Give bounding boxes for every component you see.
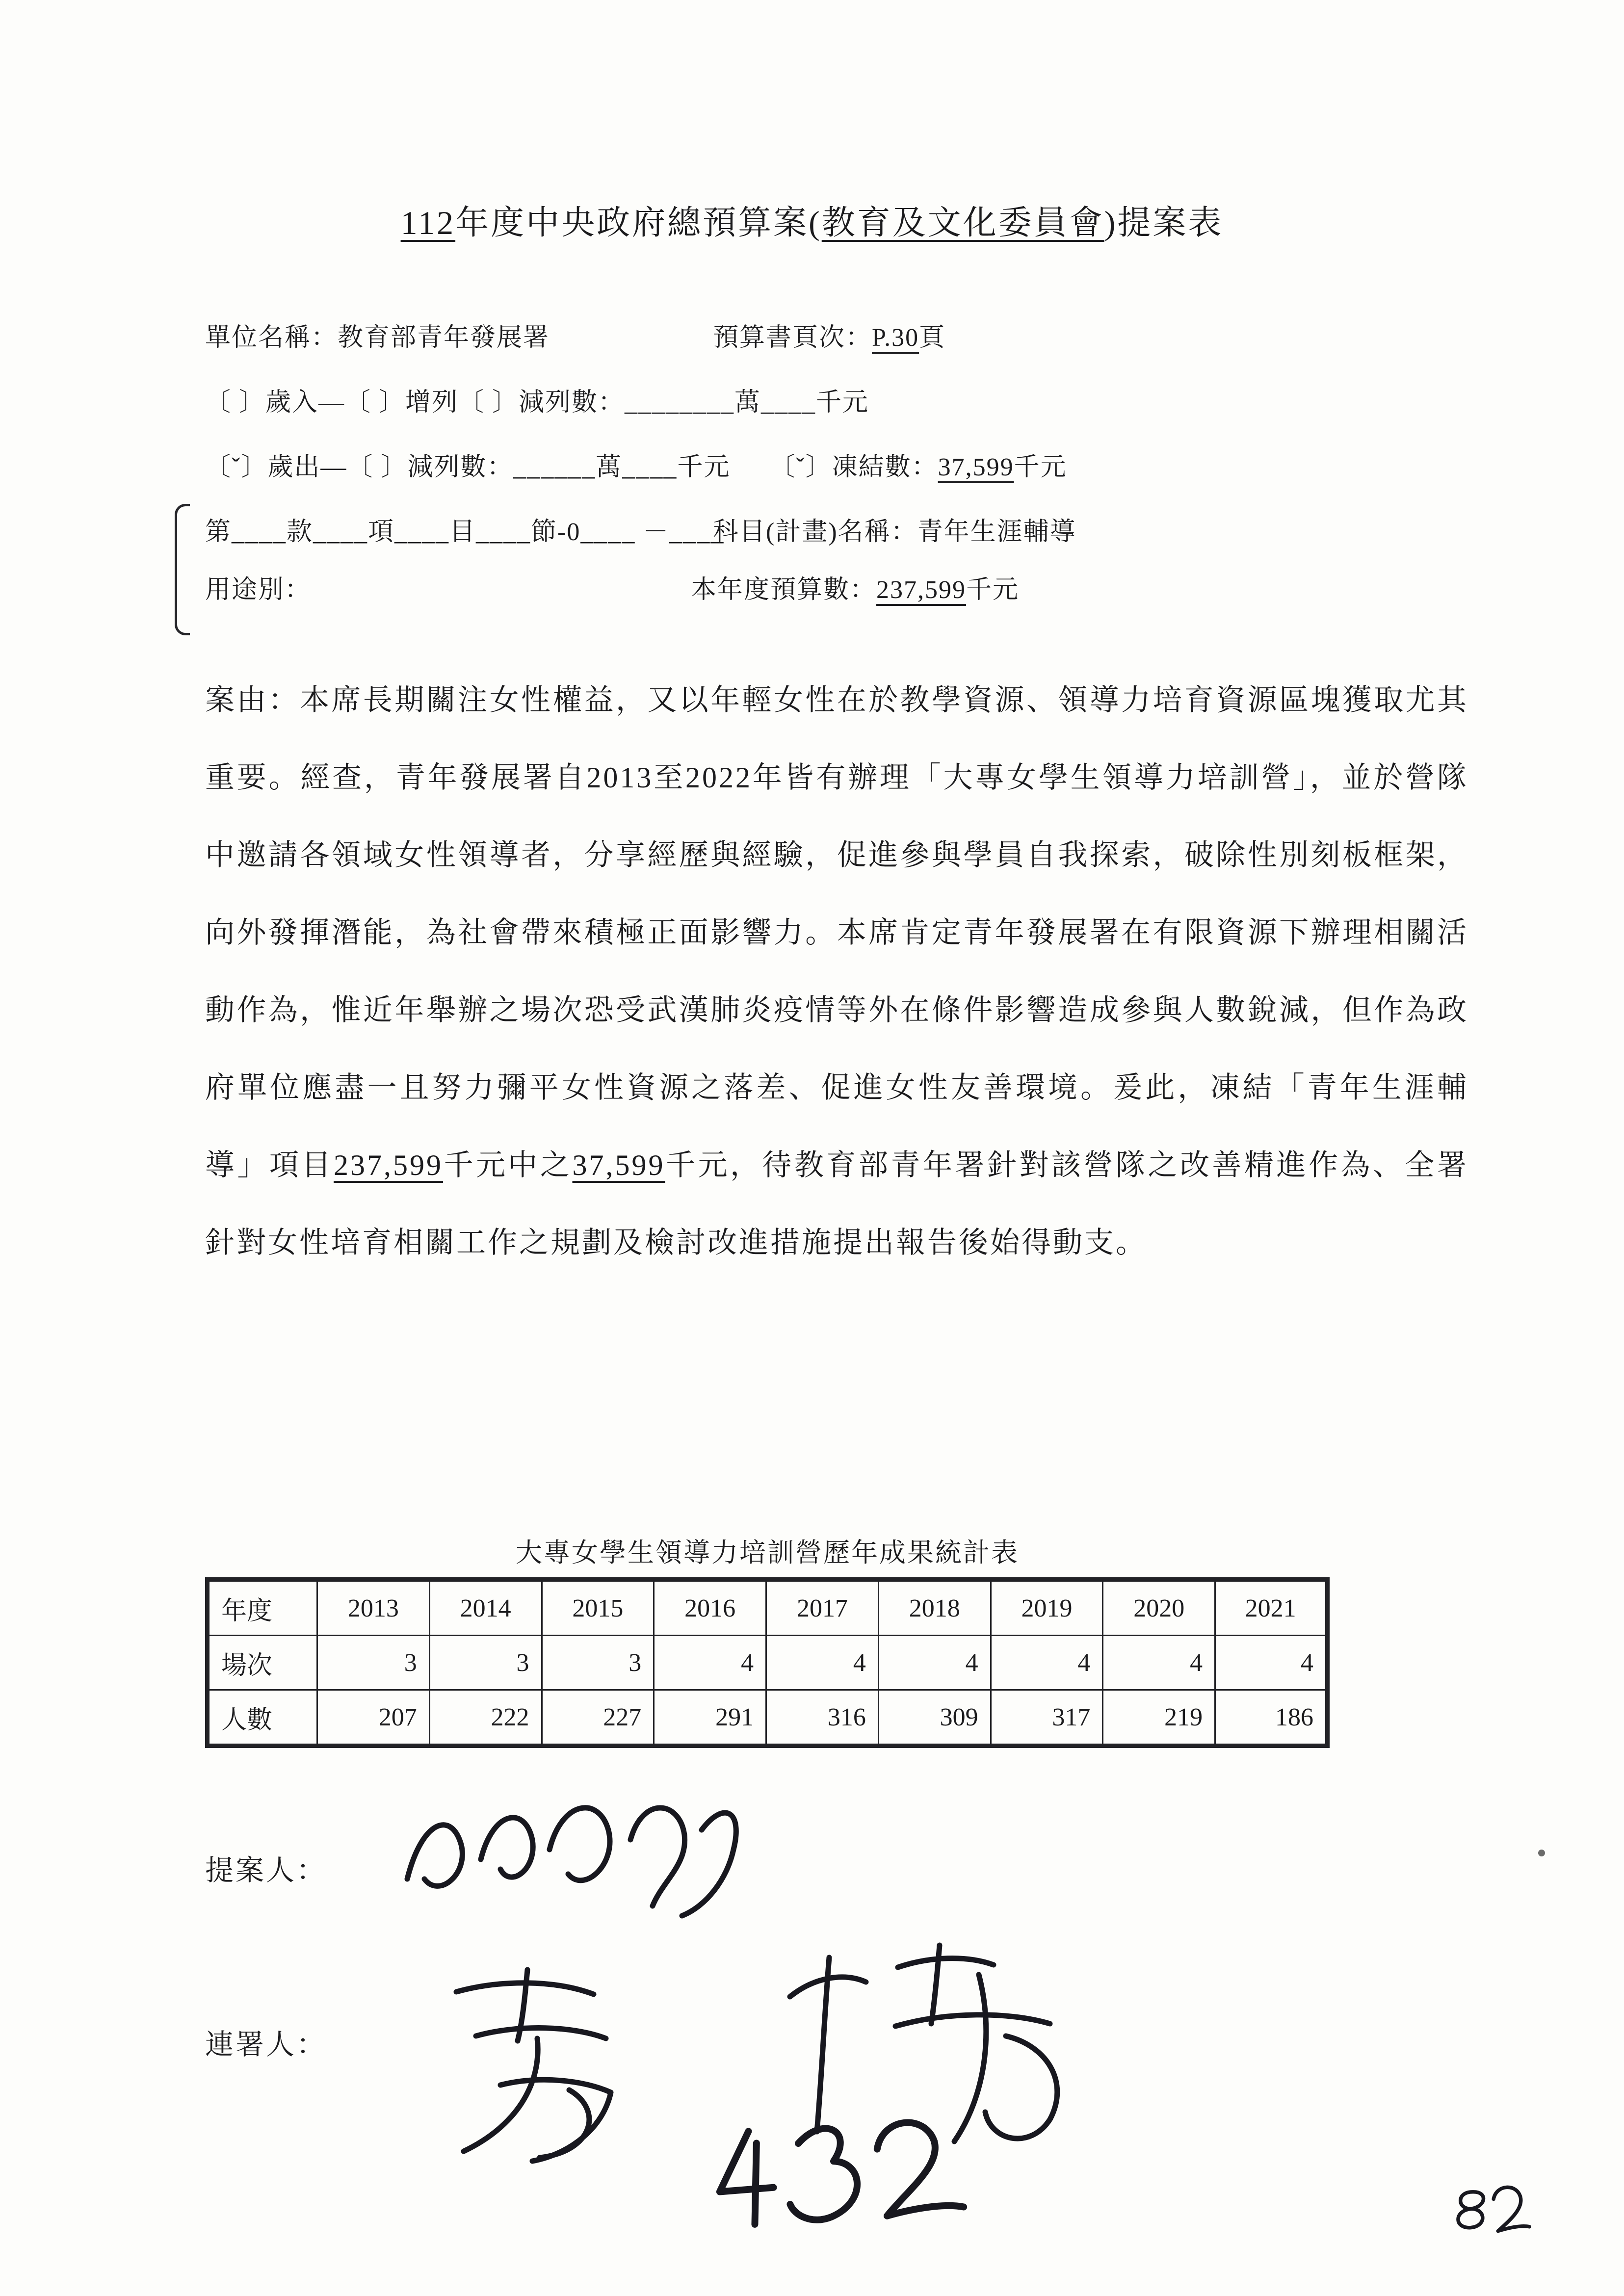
data-cell: 317 bbox=[991, 1690, 1103, 1746]
data-cell: 207 bbox=[317, 1690, 430, 1746]
results-section bbox=[205, 1532, 1330, 1748]
row-header-cell: 年度 bbox=[208, 1580, 317, 1636]
data-cell: 227 bbox=[542, 1690, 654, 1746]
page-ref-value: P.30 bbox=[872, 324, 919, 352]
data-cell: 222 bbox=[429, 1690, 542, 1746]
handwritten-number-432 bbox=[681, 2097, 992, 2245]
proposer-signature bbox=[388, 1776, 760, 1938]
budget-group bbox=[691, 569, 1019, 605]
usage-label: 用途別： bbox=[205, 576, 312, 604]
proposal-body bbox=[205, 661, 1468, 1281]
budget-unit: 千元 bbox=[966, 576, 1020, 604]
table-row bbox=[208, 1636, 1328, 1690]
cosigner-label: 連署人： bbox=[205, 2029, 327, 2061]
table-row bbox=[208, 1690, 1328, 1746]
data-cell: 4 bbox=[654, 1636, 766, 1690]
body-amount-frozen: 37,599 bbox=[572, 1149, 665, 1181]
handwritten-page-number-82 bbox=[1439, 2169, 1534, 2246]
data-cell: 2019 bbox=[991, 1580, 1103, 1636]
subject-group bbox=[713, 511, 1076, 548]
data-cell: 3 bbox=[429, 1636, 542, 1690]
data-cell: 4 bbox=[878, 1636, 991, 1690]
usage-line bbox=[205, 569, 1466, 605]
unit-value: 教育部青年發展署 bbox=[338, 324, 550, 352]
row-header-cell: 場次 bbox=[208, 1636, 317, 1690]
page-ref bbox=[713, 316, 945, 353]
results-table-title: 大專女學生領導力培訓營歷年成果統計表 bbox=[516, 1538, 1019, 1567]
title-year: 112 bbox=[400, 204, 456, 241]
scan-speck bbox=[1538, 1850, 1545, 1856]
cosigner-signature-1 bbox=[422, 1957, 643, 2173]
row-header-cell: 人數 bbox=[208, 1690, 317, 1746]
data-cell: 2020 bbox=[1103, 1580, 1215, 1636]
title-suffix: )提案表 bbox=[1104, 204, 1224, 241]
proposer-label: 提案人： bbox=[205, 1854, 327, 1886]
title-committee: 教育及文化委員會 bbox=[821, 204, 1104, 241]
results-table-body bbox=[208, 1580, 1328, 1746]
body-part: 千元中之 bbox=[443, 1149, 573, 1181]
expenditure-line bbox=[205, 446, 1466, 483]
item-line bbox=[205, 511, 1466, 548]
title-main: 年度中央政府總預算案( bbox=[455, 204, 822, 241]
table-row bbox=[208, 1580, 1328, 1636]
unit-line bbox=[205, 316, 1466, 353]
subject-label: 科目(計畫)名稱： bbox=[713, 518, 917, 546]
page-ref-unit: 頁 bbox=[919, 324, 946, 352]
frozen-value: 37,599 bbox=[938, 453, 1014, 481]
data-cell: 4 bbox=[991, 1636, 1103, 1690]
page-ref-label: 預算書頁次： bbox=[713, 324, 872, 352]
document-title bbox=[0, 196, 1624, 244]
data-cell: 2021 bbox=[1215, 1580, 1328, 1636]
data-cell: 4 bbox=[1215, 1636, 1328, 1690]
item-text: 第____款____項____目____節-0____ －____ bbox=[205, 518, 725, 546]
frozen-label: 〔ˇ〕凍結數： bbox=[769, 453, 938, 481]
body-part: 案由：本席長期關注女性權益，又以年輕女性在於教學資源、領導力培育資源區塊獲取尤其重要。經查，青年發展署自2013至2022年皆有辦理「大專女學生領導力培訓營」，並於營隊中邀請各領域女性領導者，分享經歷與經驗，促進參與學員自我探索，破除性別刻板框架，向外發揮潛能，為社會帶來積極正面影響力。本席肯定青年發展署在有限資源下辦理相關活動作為，惟近年舉辦之場次恐受武漢肺炎疫情等外在條件影響造成參與人數銳減，但作為政府單位應盡一且努力彌平女性資源之落差、促進女性友善環境。爰此，凍結「青年生涯輔導」項目 bbox=[205, 684, 1468, 1181]
budget-label: 本年度預算數： bbox=[691, 576, 877, 604]
results-table bbox=[205, 1577, 1330, 1748]
data-cell: 2014 bbox=[429, 1580, 542, 1636]
body-part: 千元，待教育部青年署針對該營隊之改善精進作為、全署針對女性培育相關工作之規劃及檢討改進措施提出報告後始得動支。 bbox=[205, 1149, 1468, 1259]
unit-label: 單位名稱： bbox=[205, 324, 338, 352]
expenditure-text: 〔ˇ〕歲出—〔 〕減列數：______萬____千元 bbox=[205, 453, 731, 481]
subject-value: 青年生涯輔導 bbox=[917, 518, 1076, 546]
data-cell: 291 bbox=[654, 1690, 766, 1746]
revenue-text: 〔 〕歲入—〔 〕增列〔 〕減列數：________萬____千元 bbox=[205, 389, 869, 417]
data-cell: 309 bbox=[878, 1690, 991, 1746]
data-cell: 4 bbox=[766, 1636, 879, 1690]
data-cell: 3 bbox=[542, 1636, 654, 1690]
data-cell: 316 bbox=[766, 1690, 879, 1746]
data-cell: 2015 bbox=[542, 1580, 654, 1636]
body-amount-total: 237,599 bbox=[334, 1149, 443, 1181]
revenue-line bbox=[205, 381, 1466, 418]
data-cell: 3 bbox=[317, 1636, 430, 1690]
data-cell: 186 bbox=[1215, 1690, 1328, 1746]
data-cell: 2017 bbox=[766, 1580, 879, 1636]
data-cell: 219 bbox=[1103, 1690, 1215, 1746]
left-bracket-decoration bbox=[175, 504, 190, 635]
data-cell: 4 bbox=[1103, 1636, 1215, 1690]
data-cell: 2013 bbox=[317, 1580, 430, 1636]
data-cell: 2016 bbox=[654, 1580, 766, 1636]
frozen-unit: 千元 bbox=[1014, 453, 1067, 481]
budget-value: 237,599 bbox=[876, 576, 967, 604]
data-cell: 2018 bbox=[878, 1580, 991, 1636]
